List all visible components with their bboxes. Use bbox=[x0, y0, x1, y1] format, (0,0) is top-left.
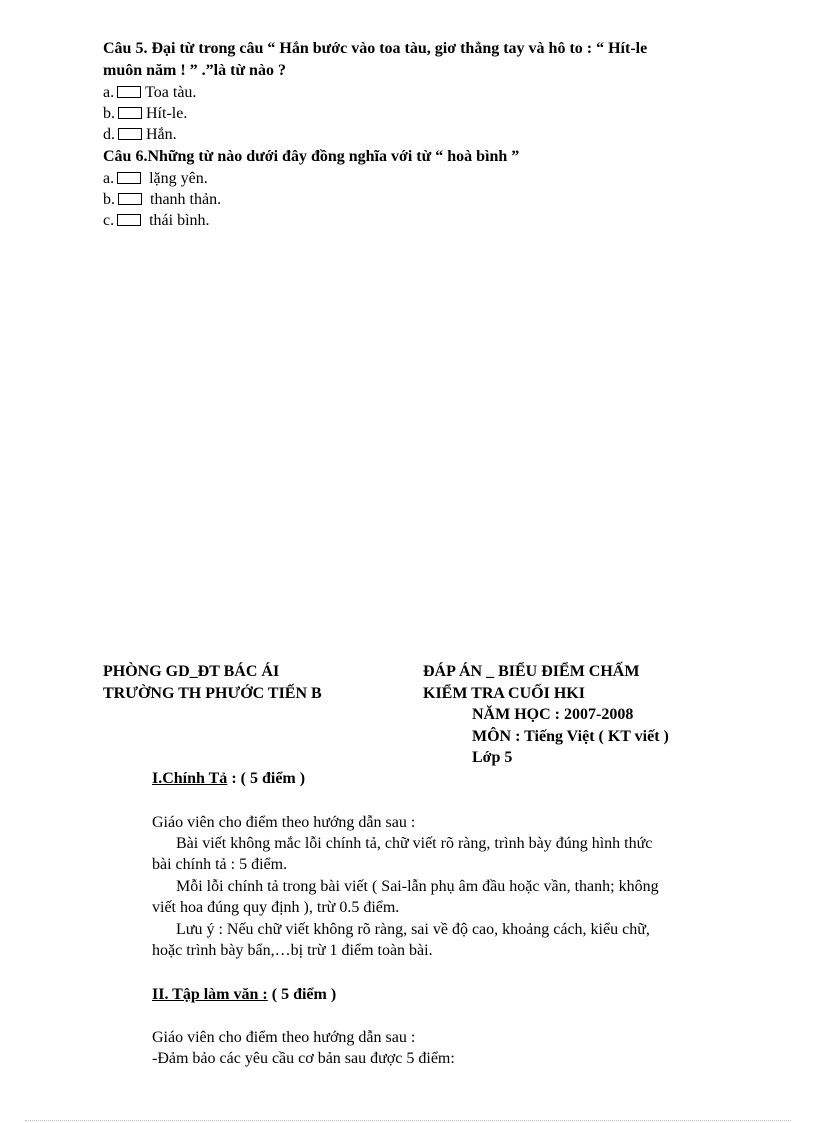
answer-checkbox[interactable] bbox=[118, 128, 142, 140]
option-text: Hít-le. bbox=[146, 105, 188, 122]
option-text: thái bình. bbox=[149, 212, 210, 229]
section1-heading bbox=[152, 768, 305, 789]
q6-option-a bbox=[103, 168, 208, 189]
subject: MÔN : Tiếng Việt ( KT viết ) bbox=[472, 728, 669, 745]
para2-line1: Mỗi lỗi chính tả trong bài viết ( Sai-lẫn phụ âm đầu hoặc vần, thanh; không bbox=[176, 878, 659, 895]
section2-intro: Giáo viên cho điểm theo hướng dẫn sau : bbox=[152, 1029, 416, 1046]
q6-title: Câu 6.Những từ nào dưới đây đồng nghĩa với từ “ hoà bình ” bbox=[103, 148, 520, 165]
q5-line1: Câu 5. Đại từ trong câu “ Hắn bước vào toa tàu, giơ thẳng tay và hô to : “ Hít-le bbox=[103, 40, 648, 57]
section2-title: II. Tập làm văn : bbox=[152, 986, 268, 1003]
option-letter: b. bbox=[103, 191, 115, 208]
option-text: Hắn. bbox=[146, 126, 177, 143]
para1-line1: Bài viết không mắc lỗi chính tả, chữ viết rõ ràng, trình bày đúng hình thức bbox=[176, 835, 653, 852]
para1-line2: bài chính tả : 5 điểm. bbox=[152, 856, 288, 873]
answer-checkbox[interactable] bbox=[117, 214, 141, 226]
section1-intro: Giáo viên cho điểm theo hướng dẫn sau : bbox=[152, 814, 416, 831]
para2-line2: viết hoa đúng quy định ), trừ 0.5 điểm. bbox=[152, 899, 400, 916]
note-line2: hoặc trình bày bẩn,…bị trừ 1 điểm toàn bài. bbox=[152, 942, 433, 959]
section1-points: : ( 5 điểm ) bbox=[231, 770, 306, 787]
option-text: Toa tàu. bbox=[145, 84, 197, 101]
q6-option-c bbox=[103, 210, 210, 231]
department-name: PHÒNG GD_ĐT BÁC ÁI bbox=[103, 663, 280, 680]
q5-option-d bbox=[103, 124, 177, 145]
answer-checkbox[interactable] bbox=[117, 86, 141, 98]
section2-heading bbox=[152, 984, 336, 1005]
school-name: TRƯỜNG TH PHƯỚC TIẾN B bbox=[103, 685, 322, 702]
q6-option-b bbox=[103, 189, 221, 210]
section2-requirement: -Đảm bảo các yêu cầu cơ bản sau được 5 điểm: bbox=[152, 1050, 455, 1067]
q5-option-b bbox=[103, 103, 187, 124]
q5-option-a bbox=[103, 82, 196, 103]
section1-para1 bbox=[152, 833, 752, 875]
page-footer-divider bbox=[25, 1120, 791, 1121]
section1-title: I.Chính Tả bbox=[152, 770, 228, 787]
answer-checkbox[interactable] bbox=[118, 193, 142, 205]
option-letter: a. bbox=[103, 170, 115, 187]
grade: Lớp 5 bbox=[472, 749, 513, 766]
option-letter: a. bbox=[103, 84, 115, 101]
answer-title: ĐÁP ÁN _ BIỂU ĐIỂM CHẤM bbox=[423, 663, 640, 680]
option-text: thanh thản. bbox=[150, 191, 222, 208]
option-letter: c. bbox=[103, 212, 115, 229]
option-text: lặng yên. bbox=[149, 170, 208, 187]
option-letter: d. bbox=[103, 126, 115, 143]
exam-title: KIỂM TRA CUỐI HKI bbox=[423, 685, 585, 702]
q5-line2: muôn năm ! ” .”là từ nào ? bbox=[103, 62, 286, 79]
answer-checkbox[interactable] bbox=[118, 107, 142, 119]
answer-checkbox[interactable] bbox=[117, 172, 141, 184]
school-year: NĂM HỌC : 2007-2008 bbox=[472, 706, 634, 723]
section2-points: ( 5 điểm ) bbox=[271, 986, 337, 1003]
section1-para2 bbox=[152, 876, 752, 918]
option-letter: b. bbox=[103, 105, 115, 122]
note-line1: Lưu ý : Nếu chữ viết không rõ ràng, sai về độ cao, khoảng cách, kiểu chữ, bbox=[176, 921, 650, 938]
section1-note bbox=[152, 919, 752, 961]
